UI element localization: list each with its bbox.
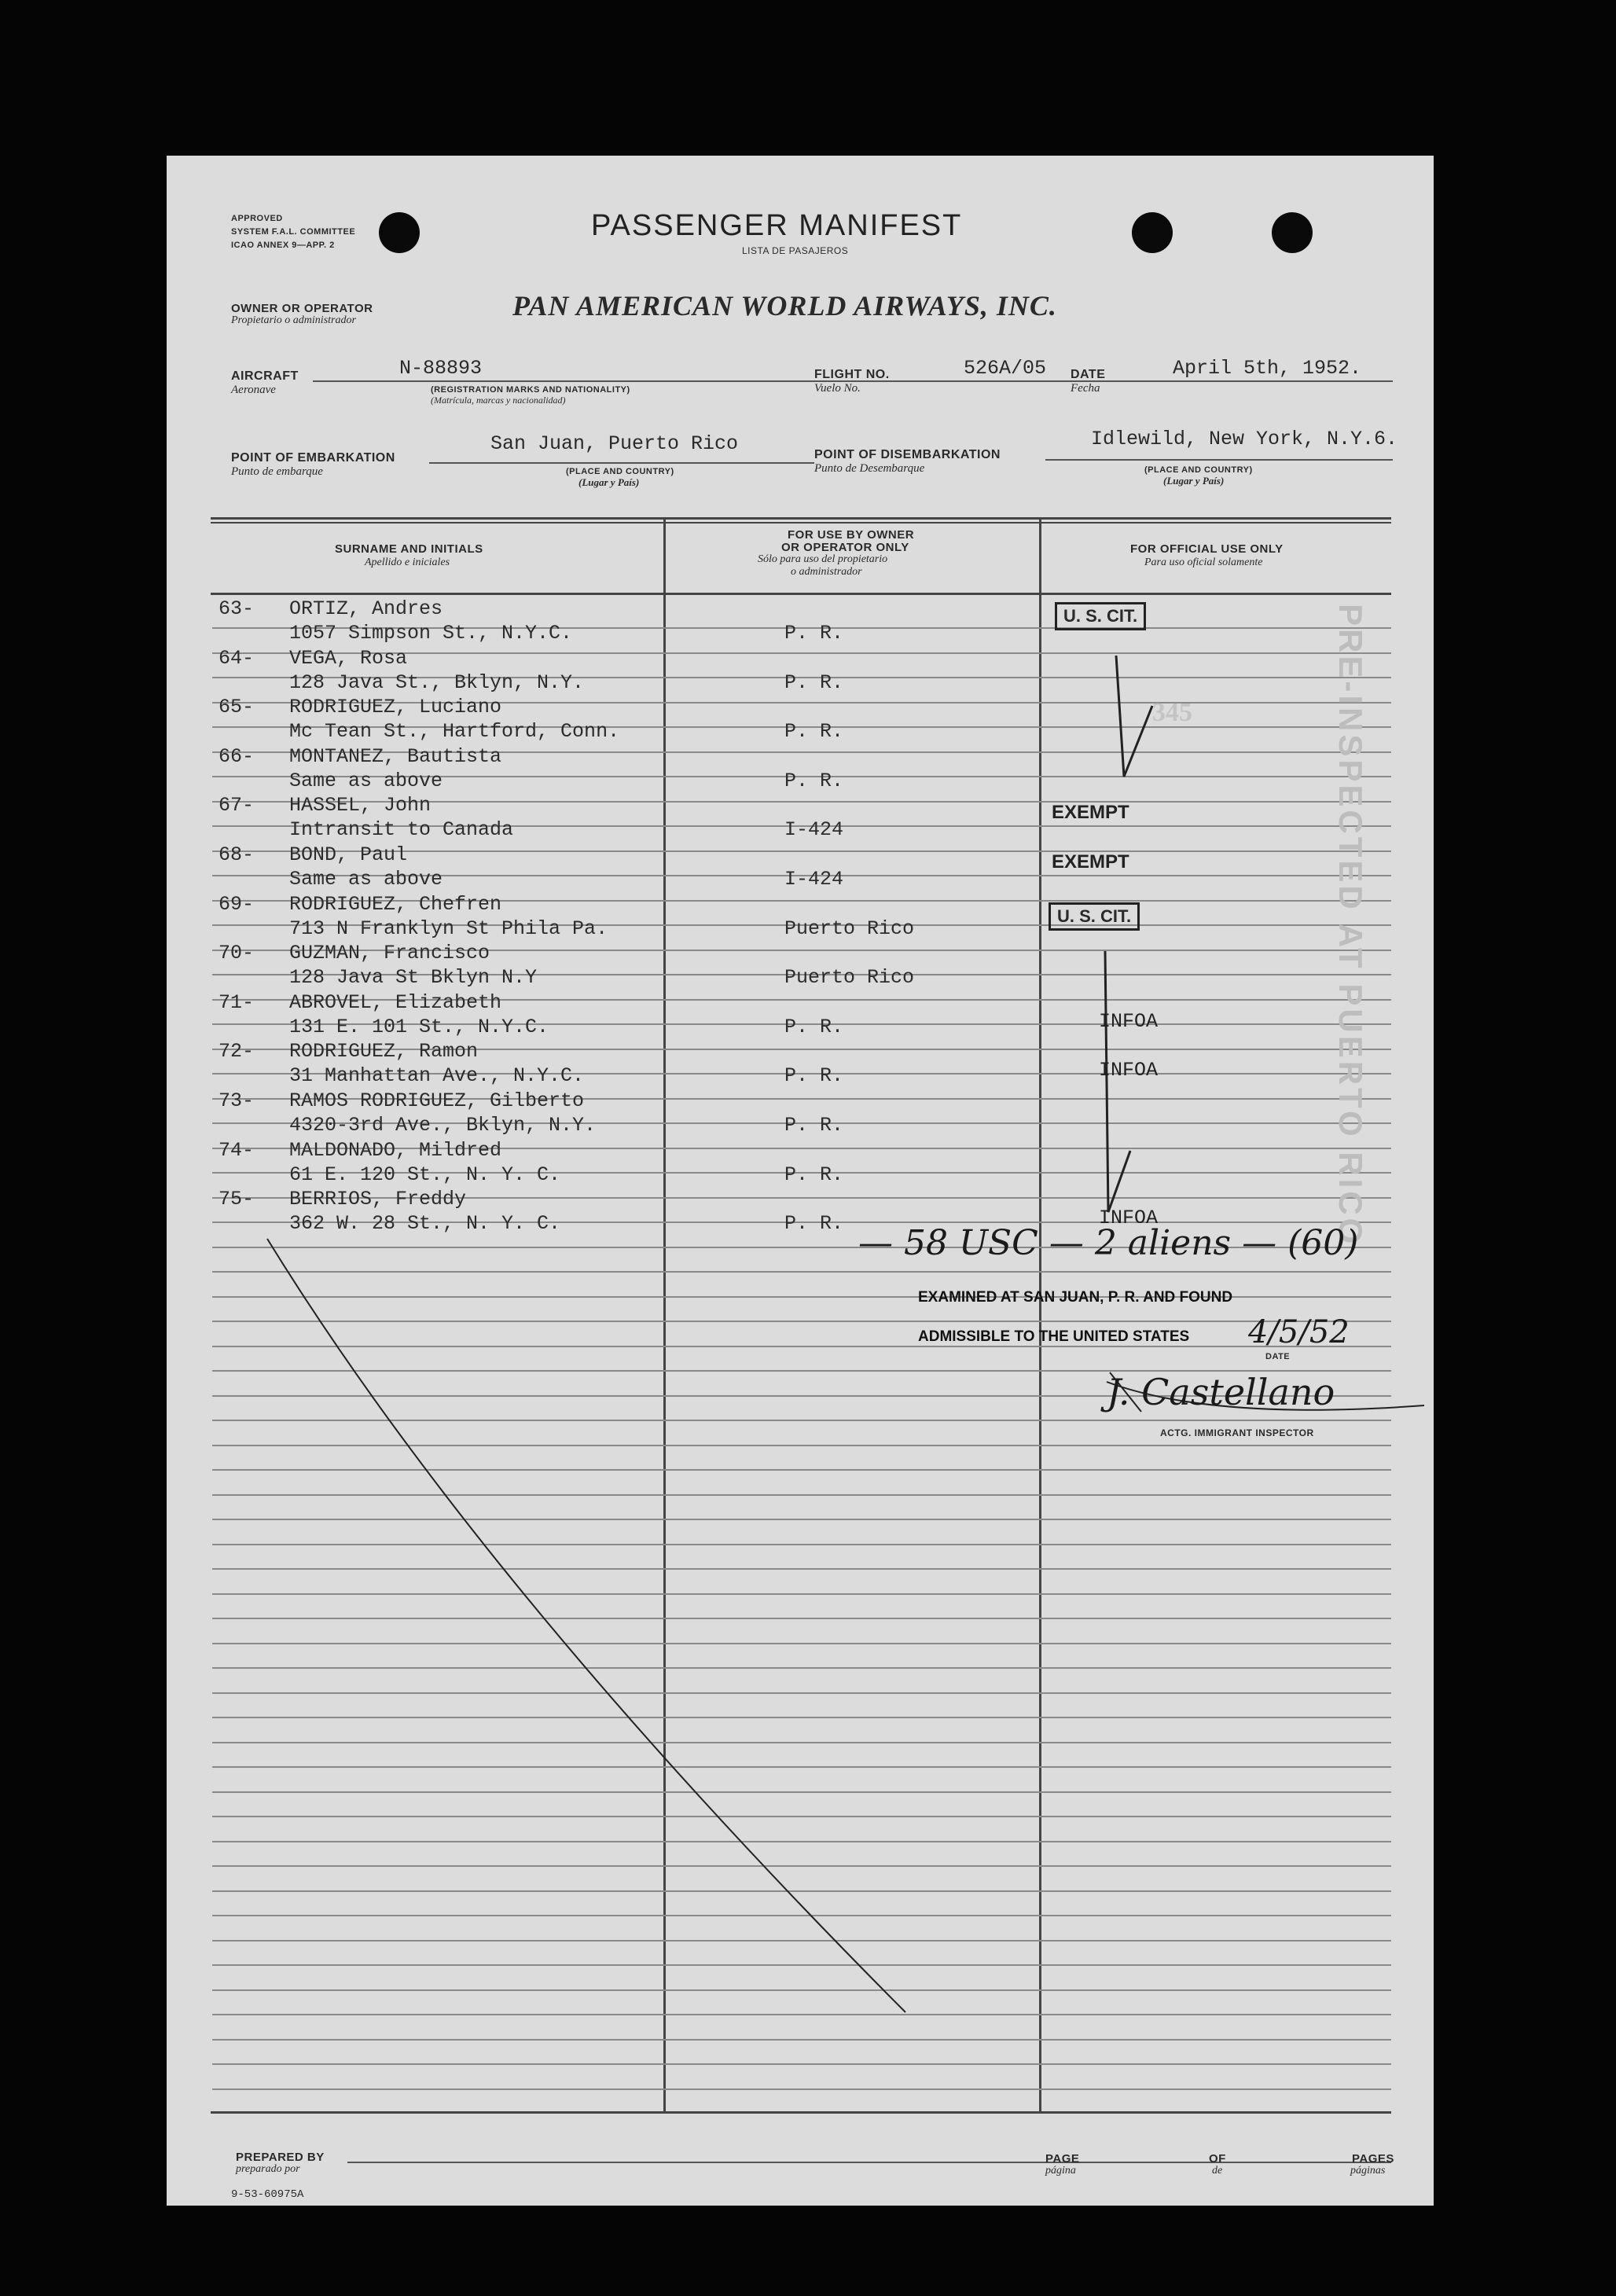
- passenger-number: 67-: [219, 794, 255, 817]
- passenger-address: Same as above: [289, 868, 443, 891]
- cancel-line: [267, 1239, 905, 2012]
- passenger-name: ABROVEL, Elizabeth: [289, 990, 502, 1014]
- col-header-official: FOR OFFICIAL USE ONLY: [1130, 542, 1284, 556]
- passenger-address: 128 Java St., Bklyn, N.Y.: [289, 670, 585, 694]
- pages-label: PAGES: [1352, 2152, 1394, 2166]
- pages-sublabel: páginas: [1350, 2165, 1386, 2177]
- passenger-owner-note: P. R.: [784, 1114, 844, 1137]
- passenger-number: 73-: [219, 1089, 255, 1112]
- of-label: OF: [1209, 2152, 1226, 2166]
- passenger-number: 65-: [219, 696, 255, 719]
- footer-underline: [347, 2162, 1391, 2163]
- passenger-owner-note: P. R.: [784, 622, 844, 645]
- passenger-address: 131 E. 101 St., N.Y.C.: [289, 1015, 549, 1038]
- passenger-number: 71-: [219, 990, 255, 1014]
- approved-line: ICAO ANNEX 9—APP. 2: [231, 241, 335, 250]
- passenger-number: 66-: [219, 744, 255, 768]
- passenger-official-note: EXEMPT: [1052, 802, 1129, 824]
- examined-stamp: EXAMINED AT SAN JUAN, P. R. AND FOUND: [918, 1289, 1233, 1306]
- embark-sublabel: Punto de embarque: [231, 465, 323, 478]
- col-sub-name: Apellido e iniciales: [365, 557, 450, 568]
- disembark-value: Idlewild, New York, N.Y.6.: [1091, 428, 1398, 450]
- us-citizen-stamp: U. S. CIT.: [1055, 602, 1146, 630]
- aircraft-sublabel: Aeronave: [231, 384, 276, 396]
- passenger-owner-note: I-424: [784, 868, 844, 891]
- passenger-name: RODRIGUEZ, Chefren: [289, 892, 502, 916]
- form-number: 9-53-60975A: [231, 2188, 304, 2201]
- passenger-owner-note: P. R.: [784, 769, 844, 792]
- faded-number: 345: [1152, 698, 1192, 727]
- passenger-number: 68-: [219, 843, 255, 866]
- pen-marks: [167, 156, 1434, 2206]
- vertical-stamp-text: PRE-INSPECTED AT PUERTO RICO: [1332, 604, 1369, 1247]
- passenger-owner-note: P. R.: [784, 720, 844, 744]
- registration-caption: (REGISTRATION MARKS AND NATIONALITY): [431, 385, 630, 395]
- passenger-number: 70-: [219, 942, 255, 965]
- approved-stamp: APPROVED: [231, 214, 283, 223]
- page-label: PAGE: [1045, 2152, 1080, 2166]
- col-header-owner: FOR USE BY OWNER: [788, 528, 915, 542]
- passenger-name: VEGA, Rosa: [289, 646, 408, 670]
- col-header-name: SURNAME AND INITIALS: [335, 542, 483, 556]
- approved-line: SYSTEM F.A.L. COMMITTEE: [231, 227, 356, 237]
- passenger-official-note: INFOA: [1099, 1207, 1159, 1230]
- passenger-official-note: INFOA: [1099, 1009, 1159, 1033]
- passenger-number: 72-: [219, 1040, 255, 1064]
- passenger-address: 362 W. 28 St., N. Y. C.: [289, 1212, 561, 1236]
- passenger-owner-note: Puerto Rico: [784, 917, 915, 940]
- inspector-caption: ACTG. IMMIGRANT INSPECTOR: [1160, 1427, 1314, 1438]
- disembark-label: POINT OF DISEMBARKATION: [814, 448, 1001, 461]
- col-header-owner: OR OPERATOR ONLY: [781, 541, 909, 554]
- owner-sublabel: Propietario o administrador: [231, 314, 356, 326]
- passenger-owner-note: Puerto Rico: [784, 966, 915, 990]
- date-sublabel: Fecha: [1071, 382, 1100, 395]
- passenger-owner-note: P. R.: [784, 1163, 844, 1186]
- passenger-name: BOND, Paul: [289, 843, 408, 866]
- flight-sublabel: Vuelo No.: [814, 382, 861, 395]
- passenger-number: 63-: [219, 597, 255, 620]
- passenger-owner-note: P. R.: [784, 670, 844, 694]
- flight-label: FLIGHT NO.: [814, 368, 890, 381]
- col-sub-official: Para uso oficial solamente: [1144, 557, 1263, 568]
- page-title: PASSENGER MANIFEST: [591, 209, 963, 242]
- aircraft-value: N-88893: [399, 357, 483, 380]
- col-sub-owner: o administrador: [791, 566, 862, 578]
- embark-value: San Juan, Puerto Rico: [490, 432, 739, 455]
- place-sub: (Lugar y País): [1163, 475, 1225, 487]
- check-mark: [1105, 951, 1130, 1212]
- passenger-name: RODRIGUEZ, Ramon: [289, 1040, 479, 1064]
- passenger-address: 1057 Simpson St., N.Y.C.: [289, 622, 573, 645]
- embark-label: POINT OF EMBARKATION: [231, 451, 395, 465]
- prepared-sublabel: preparado por: [236, 2163, 300, 2175]
- aircraft-label: AIRCRAFT: [231, 369, 299, 383]
- passenger-number: 64-: [219, 646, 255, 670]
- passenger-name: MALDONADO, Mildred: [289, 1138, 502, 1162]
- passenger-owner-note: P. R.: [784, 1064, 844, 1088]
- table-bottom-rule: [211, 2111, 1391, 2114]
- page-subtitle: LISTA DE PASAJEROS: [742, 245, 849, 256]
- us-citizen-stamp: U. S. CIT.: [1049, 902, 1140, 931]
- check-mark: [1116, 656, 1152, 777]
- passenger-address: Mc Tean St., Hartford, Conn.: [289, 720, 620, 744]
- of-sublabel: de: [1212, 2165, 1223, 2177]
- passenger-address: 128 Java St Bklyn N.Y: [289, 966, 538, 990]
- admissible-stamp: ADMISSIBLE TO THE UNITED STATES: [918, 1328, 1190, 1345]
- place-sub: (Lugar y País): [578, 476, 640, 488]
- passenger-official-note: INFOA: [1099, 1059, 1159, 1082]
- passenger-address: 31 Manhattan Ave., N.Y.C.: [289, 1064, 585, 1088]
- place-caption: (PLACE AND COUNTRY): [1144, 465, 1253, 475]
- date-label: DATE: [1071, 368, 1106, 381]
- operator-name: PAN AMERICAN WORLD AIRWAYS, INC.: [512, 290, 1057, 321]
- passenger-address: Same as above: [289, 769, 443, 792]
- passenger-name: RODRIGUEZ, Luciano: [289, 696, 502, 719]
- owner-label: OWNER OR OPERATOR: [231, 302, 373, 315]
- place-caption: (PLACE AND COUNTRY): [566, 467, 674, 476]
- manifest-sheet: [167, 156, 1434, 2206]
- passenger-address: Intransit to Canada: [289, 818, 514, 842]
- disembark-sublabel: Punto de Desembarque: [814, 462, 925, 475]
- inspector-signature: J. Castellano: [1107, 1371, 1335, 1413]
- passenger-name: RAMOS RODRIGUEZ, Gilberto: [289, 1089, 585, 1112]
- prepared-label: PREPARED BY: [236, 2151, 325, 2164]
- page-sublabel: página: [1045, 2165, 1076, 2177]
- passenger-number: 75-: [219, 1188, 255, 1211]
- passenger-number: 74-: [219, 1138, 255, 1162]
- passenger-name: GUZMAN, Francisco: [289, 942, 490, 965]
- passenger-name: MONTANEZ, Bautista: [289, 744, 502, 768]
- passenger-name: ORTIZ, Andres: [289, 597, 443, 620]
- passenger-number: 69-: [219, 892, 255, 916]
- passenger-owner-note: P. R.: [784, 1015, 844, 1038]
- passenger-owner-note: P. R.: [784, 1212, 844, 1236]
- passenger-owner-note: I-424: [784, 818, 844, 842]
- passenger-name: HASSEL, John: [289, 794, 432, 817]
- registration-sub: (Matrícula, marcas y nacionalidad): [431, 395, 566, 406]
- passenger-address: 61 E. 120 St., N. Y. C.: [289, 1163, 561, 1186]
- date-value: April 5th, 1952.: [1173, 357, 1362, 380]
- col-sub-owner: Sólo para uso del propietario: [758, 553, 888, 565]
- flight-value: 526A/05: [964, 357, 1047, 380]
- passenger-name: BERRIOS, Freddy: [289, 1188, 467, 1211]
- date-caption: DATE: [1265, 1352, 1291, 1361]
- passenger-address: 4320-3rd Ave., Bklyn, N.Y.: [289, 1114, 597, 1137]
- passenger-address: 713 N Franklyn St Phila Pa.: [289, 917, 608, 940]
- passenger-official-note: EXEMPT: [1052, 851, 1129, 872]
- admission-date: 4/5/52: [1248, 1314, 1350, 1350]
- tally-note: — 58 USC — 2 aliens — (60): [858, 1223, 1359, 1263]
